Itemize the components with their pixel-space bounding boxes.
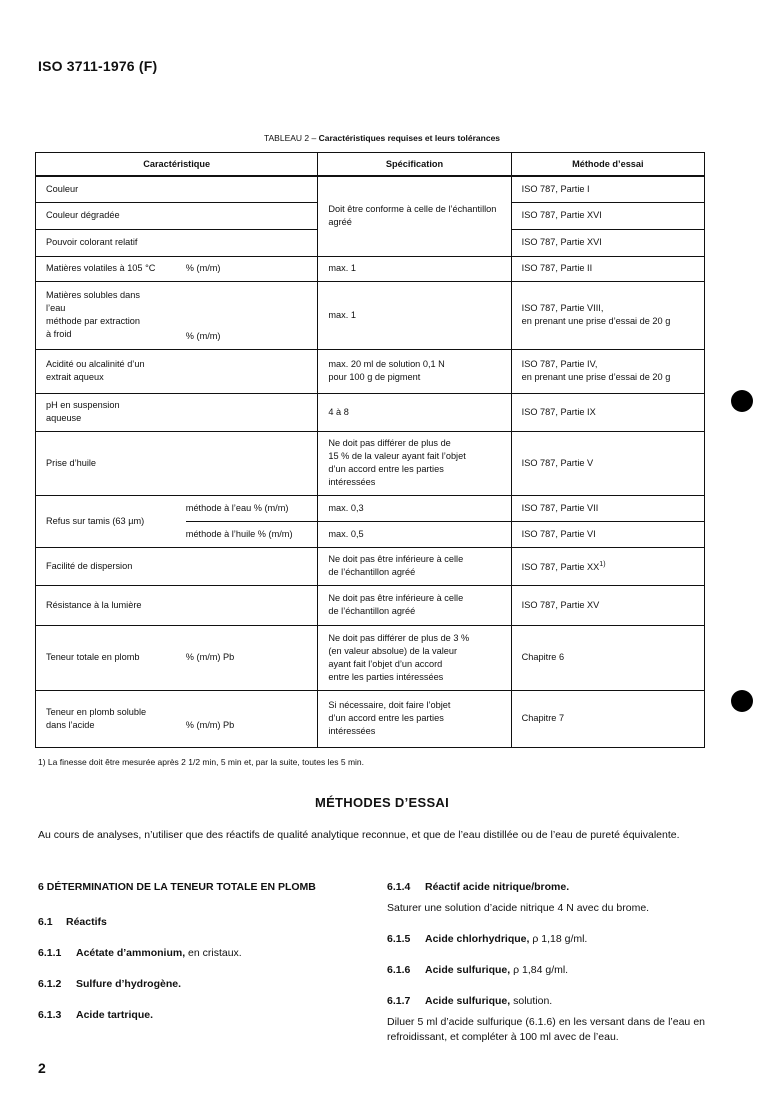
row-method: ISO 787, Partie II — [511, 256, 704, 281]
section-6-1-4-text: Saturer une solution d’acide nitrique 4 N avec du brome. — [387, 902, 650, 914]
row-spec: max. 1 — [318, 281, 511, 349]
page-number: 2 — [38, 1060, 46, 1076]
row-method: ISO 787, Partie XV — [511, 585, 704, 625]
row-spec: Ne doit pas être inférieure à celle de l’échantillon agréé — [318, 585, 511, 625]
group-spec: Doit être conforme à celle de l’échantillon agréé — [318, 176, 511, 256]
margin-bullet — [731, 390, 753, 412]
specifications-table — [35, 152, 705, 748]
table-row — [36, 176, 705, 202]
row-label: Résistance à la lumière — [36, 585, 318, 625]
row-label: Prise d’huile — [36, 431, 318, 495]
section-6-1-1: 6.1.1 Acétate d’ammonium, en cristaux. — [38, 947, 242, 959]
section-6-1-6: 6.1.6 Acide sulfurique, ρ 1,84 g/ml. — [387, 964, 569, 976]
footnote-ref: 1) — [599, 560, 606, 568]
table-row — [36, 256, 705, 281]
row-spec: max. 0,5 — [318, 521, 511, 547]
row-label: Couleur dégradée — [36, 202, 318, 229]
row-label: pH en suspension aqueuse — [36, 393, 318, 431]
row-unit: % (m/m) — [186, 281, 318, 349]
row-unit: % (m/m) Pb — [186, 690, 318, 747]
table-row — [36, 431, 705, 495]
row-spec: Ne doit pas différer de plus de 3 % (en valeur absolue) de la valeur ayant fait l’objet d’un accord entre les parties intéressées — [318, 625, 511, 690]
right-column — [387, 880, 705, 1045]
row-method: ISO 787, Partie VI — [511, 521, 704, 547]
section-6-1-4: 6.1.4 Réactif acide nitrique/brome. — [387, 881, 570, 893]
row-spec: max. 1 — [318, 256, 511, 281]
row-method: ISO 787, Partie VIII, en prenant une prise d’essai de 20 g — [511, 281, 704, 349]
section-6-1-7: 6.1.7 Acide sulfurique, solution. — [387, 995, 553, 1007]
left-column — [38, 880, 356, 1023]
section-6-1-5: 6.1.5 Acide chlorhydrique, ρ 1,18 g/ml. — [387, 933, 588, 945]
row-sublabel: méthode à l’huile % (m/m) — [186, 521, 318, 547]
section-6-1-7-text: Diluer 5 ml d’acide sulfurique (6.1.6) en les versant dans de l’eau en refroidissant, et compléter à 100 ml avec de l’eau. — [387, 1016, 705, 1043]
section-6-1-2: 6.1.2 Sulfure d’hydrogène. — [38, 978, 182, 990]
row-label: Couleur — [36, 176, 318, 202]
row-spec: 4 à 8 — [318, 393, 511, 431]
row-method: Chapitre 6 — [511, 625, 704, 690]
section-title: MÉTHODES D’ESSAI — [314, 795, 450, 810]
row-method: ISO 787, Partie XVI — [511, 202, 704, 229]
table-row — [36, 585, 705, 625]
table-header-row — [36, 153, 705, 177]
table-row — [36, 690, 705, 747]
row-method: ISO 787, Partie IX — [511, 393, 704, 431]
row-label: Refus sur tamis (63 µm) — [36, 495, 186, 547]
row-method: ISO 787, Partie IV, en prenant une prise d’essai de 20 g — [511, 349, 704, 393]
section-6-1: 6.1 Réactifs — [38, 916, 107, 928]
table-footnote: 1) La finesse doit être mesurée après 2 1/2 min, 5 min et, par la suite, toutes les 5 min. — [38, 757, 364, 767]
row-method: Chapitre 7 — [511, 690, 704, 747]
row-spec: Si nécessaire, doit faire l’objet d’un accord entre les parties intéressées — [318, 690, 511, 747]
row-method: ISO 787, Partie V — [511, 431, 704, 495]
margin-bullet — [731, 690, 753, 712]
document-id: ISO 3711-1976 (F) — [38, 58, 158, 74]
intro-paragraph: Au cours de analyses, n’utiliser que des réactifs de qualité analytique reconnue, et que de l’eau distillée ou de l’eau de pureté équivalente. — [38, 829, 680, 841]
row-method: ISO 787, Partie XVI — [511, 229, 704, 256]
header-method: Méthode d’essai — [511, 153, 704, 177]
table-row — [36, 547, 705, 585]
row-spec: Ne doit pas être inférieure à celle de l’échantillon agréé — [318, 547, 511, 585]
row-spec: Ne doit pas différer de plus de 15 % de la valeur ayant fait l’objet d’un accord entre les parties intéressées — [318, 431, 511, 495]
chapter-heading: 6 DÉTERMINATION DE LA TENEUR TOTALE EN PLOMB — [38, 881, 316, 893]
row-label: Acidité ou alcalinité d’un extrait aqueux — [36, 349, 318, 393]
header-characteristic: Caractéristique — [36, 153, 318, 177]
row-spec: max. 20 ml de solution 0,1 N pour 100 g de pigment — [318, 349, 511, 393]
header-specification: Spécification — [318, 153, 511, 177]
row-unit: % (m/m) Pb — [186, 625, 318, 690]
row-label: Matières solubles dans l’eau méthode par extraction à froid — [36, 281, 186, 349]
row-method: ISO 787, Partie VII — [511, 495, 704, 521]
table-caption: TABLEAU 2 – Caractéristiques requises et leurs tolérances — [263, 133, 501, 143]
table-row — [36, 625, 705, 690]
row-label: Teneur en plomb soluble dans l’acide — [36, 690, 186, 747]
table-row — [36, 495, 705, 521]
row-label: Matières volatiles à 105 °C — [36, 256, 186, 281]
row-method: ISO 787, Partie XX$^{1)}$ — [511, 547, 704, 585]
table-row — [36, 393, 705, 431]
table-row — [36, 281, 705, 349]
row-sublabel: méthode à l’eau % (m/m) — [186, 495, 318, 521]
row-spec: max. 0,3 — [318, 495, 511, 521]
section-6-1-3: 6.1.3 Acide tartrique. — [38, 1009, 154, 1021]
row-method: ISO 787, Partie I — [511, 176, 704, 202]
row-label: Facilité de dispersion — [36, 547, 318, 585]
row-label: Pouvoir colorant relatif — [36, 229, 318, 256]
table-row — [36, 349, 705, 393]
row-unit: % (m/m) — [186, 256, 318, 281]
row-label: Teneur totale en plomb — [36, 625, 186, 690]
